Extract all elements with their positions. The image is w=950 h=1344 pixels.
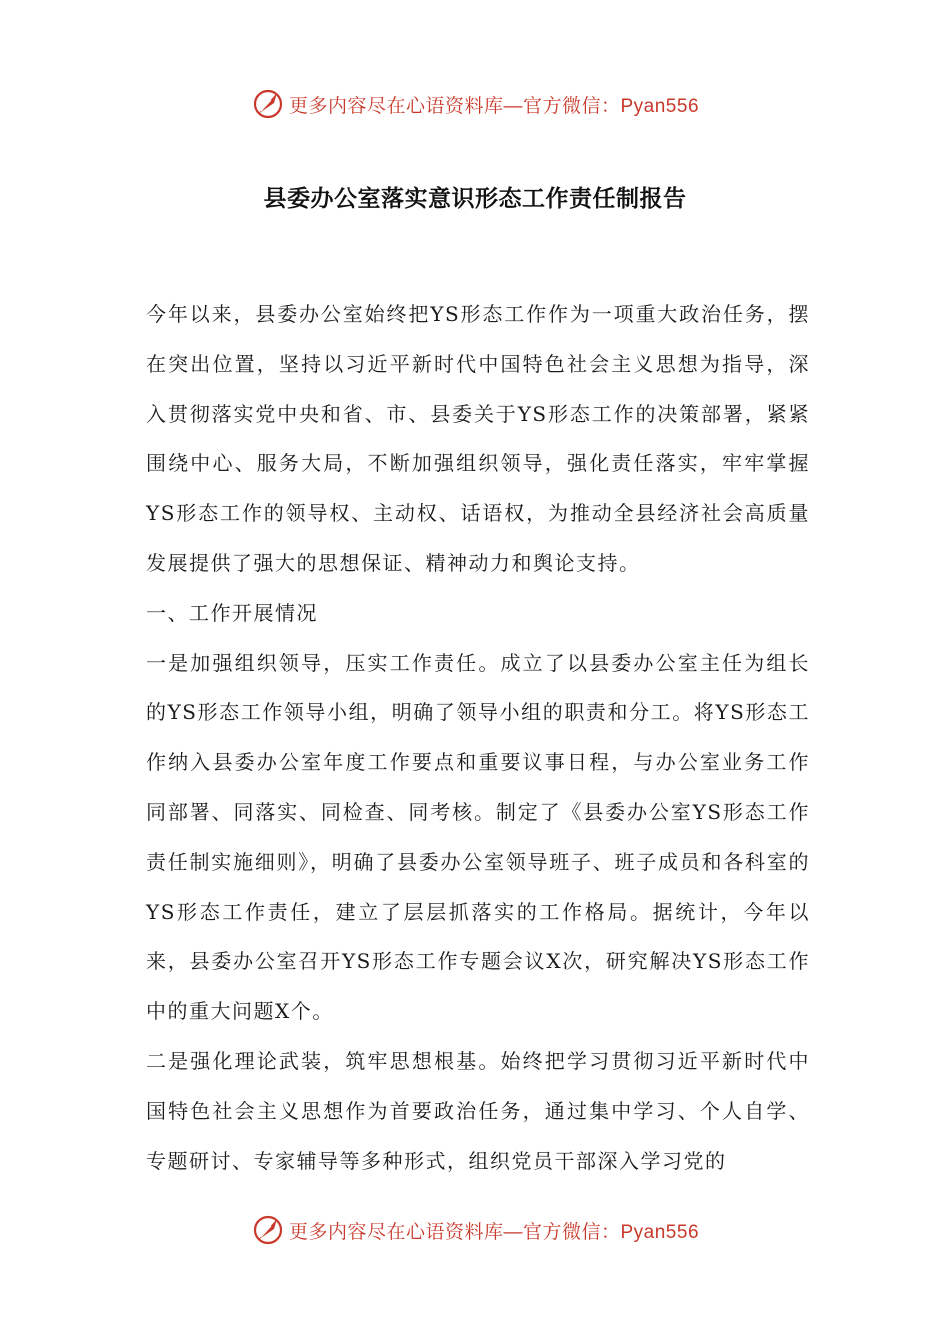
watermark-brand: 更多内容尽在心语资料库 xyxy=(288,94,504,117)
watermark-brand: 更多内容尽在心语资料库 xyxy=(288,1220,504,1243)
paragraph-first-point: 一是加强组织领导，压实工作责任。成立了以县委办公室主任为组长的YS形态工作领导小组，明确了领导小组的职责和分工。将YS形态工作纳入县委办公室年度工作要点和重要议事日程，与办公室业务工作同部署、同落实、同检查、同考核。制定了《县委办公室YS形态工作责任制实施细则》，明确了县委办公室领导班子、班子成员和各科室的YS形态工作责任，建立了层层抓落实的工作格局。据统计，今年以来，县委办公室召开YS形态工作专题会议X次，研究解决YS形态工作中的重大问题X个。 xyxy=(146,650,810,1024)
watermark-wechat: —官方微信：Pyan556 xyxy=(503,1221,700,1243)
quill-logo-icon xyxy=(251,87,285,121)
paragraph-intro: 今年以来，县委办公室始终把YS形态工作作为一项重大政治任务，摆在突出位置，坚持以习近平新时代中国特色社会主义思想为指导，深入贯彻落实党中央和省、市、县委关于YS形态工作的决策部署，紧紧围绕中心、服务大局，不断加强组织领导，强化责任落实，牢牢掌握YS形态工作的领导权、主动权、话语权，为推动全县经济社会高质量发展提供了强大的思想保证、精神动力和舆论支持。 xyxy=(146,302,810,575)
section-heading: 一、工作开展情况 xyxy=(146,600,318,625)
paragraph-second-point: 二是强化理论武装，筑牢思想根基。始终把学习贯彻习近平新时代中国特色社会主义思想作为首要政治任务，通过集中学习、个人自学、专题研讨、专家辅导等多种形式，组织党员干部深入学习党的 xyxy=(146,1048,810,1173)
watermark-footer xyxy=(0,1210,950,1250)
document-title: 县委办公室落实意识形态工作责任制报告 xyxy=(263,185,687,212)
quill-logo-icon xyxy=(251,1213,285,1247)
watermark-wechat: —官方微信：Pyan556 xyxy=(503,95,700,117)
document-body xyxy=(146,290,810,1186)
watermark-header xyxy=(0,84,950,124)
